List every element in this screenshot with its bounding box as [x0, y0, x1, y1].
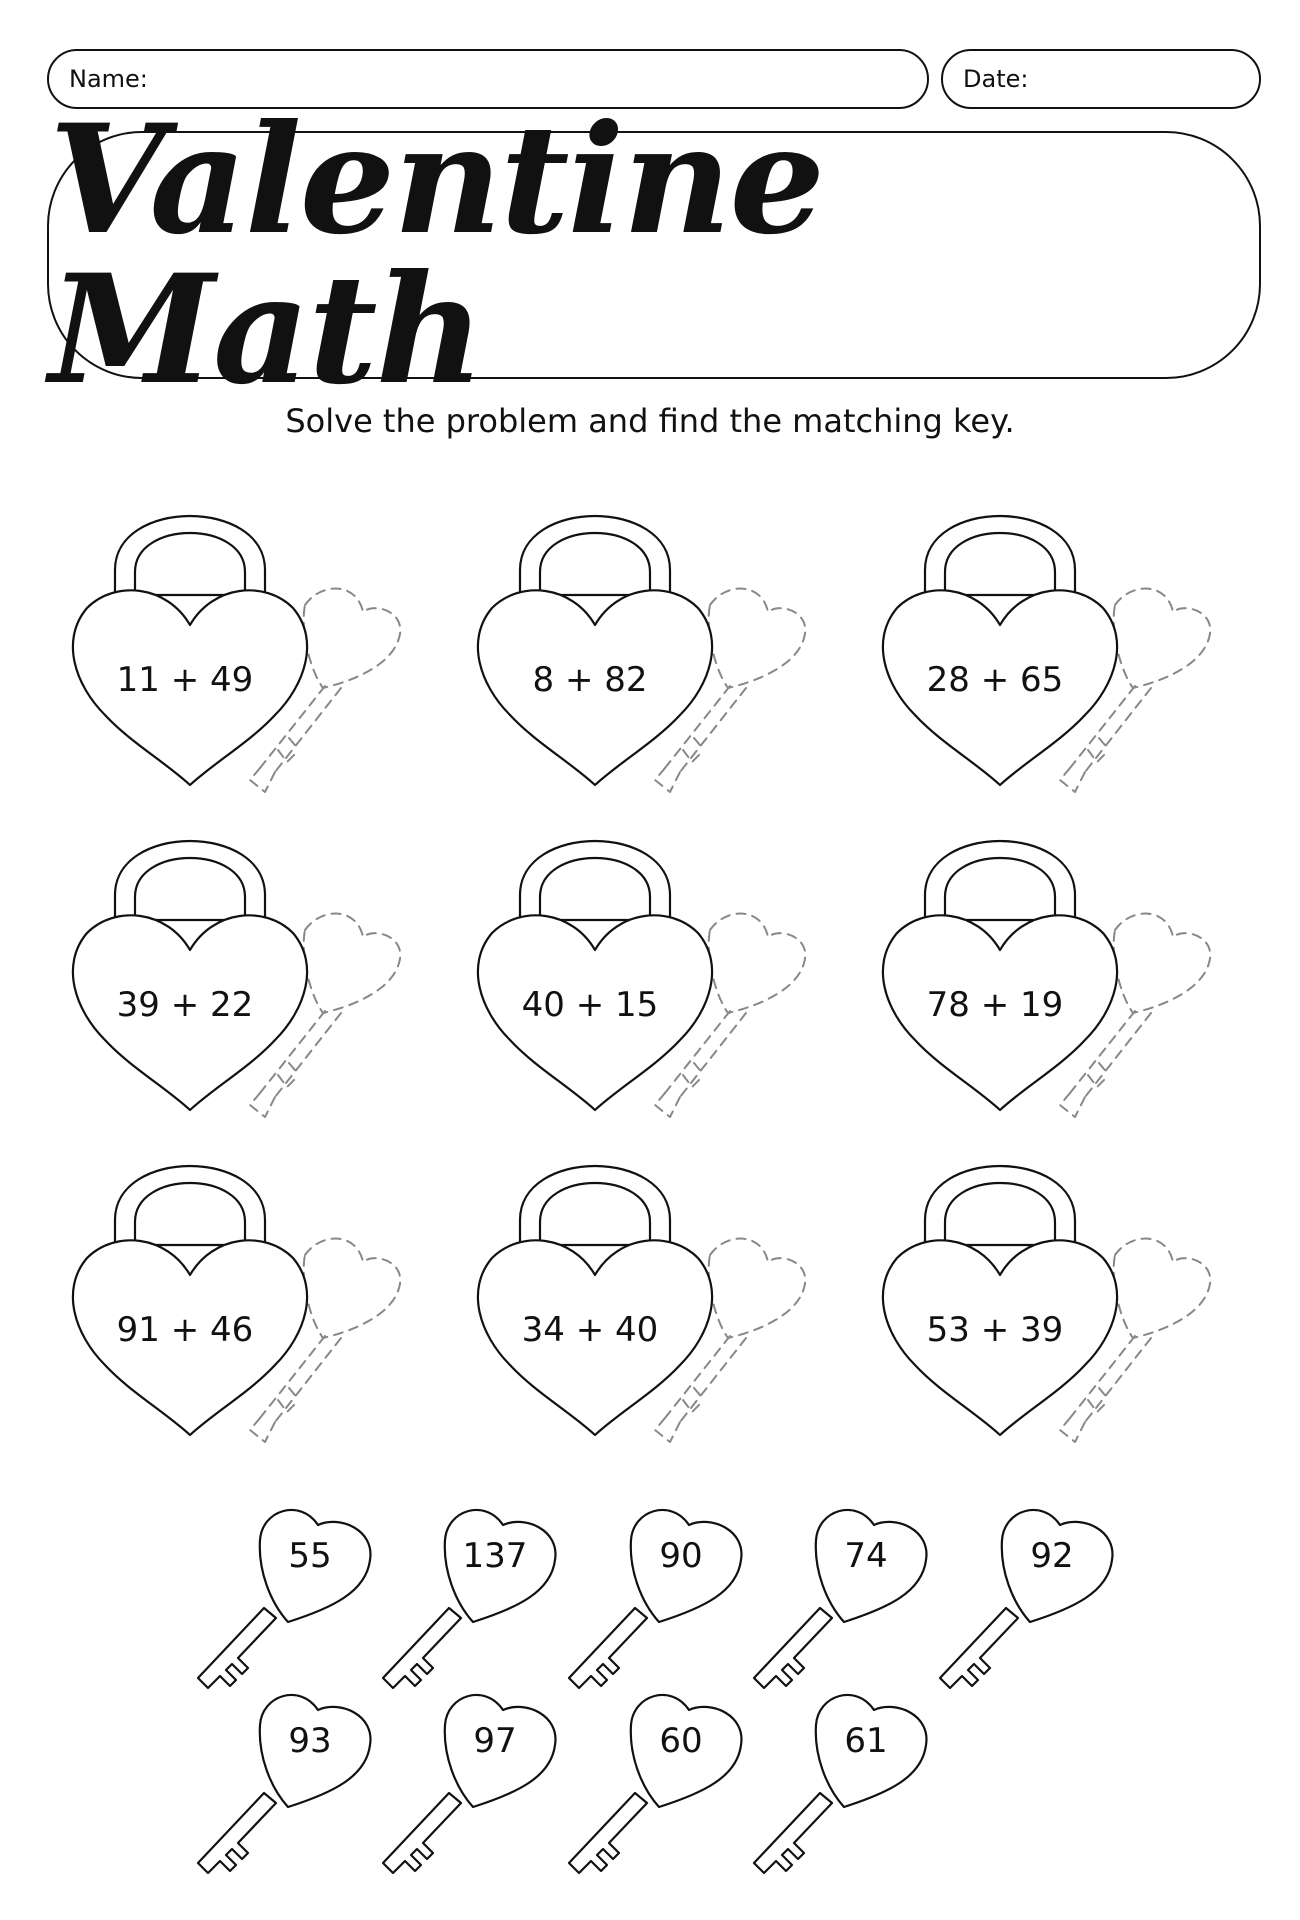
problem-text: 91 + 46 — [116, 1310, 254, 1350]
problem-text: 34 + 40 — [521, 1310, 659, 1350]
date-field[interactable] — [941, 49, 1261, 109]
name-label: Name: — [69, 65, 148, 93]
answer-value: 60 — [659, 1721, 703, 1761]
problem-text: 8 + 82 — [532, 660, 648, 700]
problem-text: 40 + 15 — [521, 985, 659, 1025]
heart-lock-4 — [75, 835, 435, 1135]
problem-text: 78 + 19 — [926, 985, 1064, 1025]
worksheet-title: Valentine Math — [49, 92, 824, 418]
heart-lock-7 — [75, 1160, 435, 1460]
heart-lock-1 — [75, 510, 435, 810]
heart-lock-9 — [885, 1160, 1245, 1460]
heart-key-icon — [190, 1675, 390, 1895]
problem-text: 11 + 49 — [116, 660, 254, 700]
answer-key-9[interactable] — [746, 1675, 946, 1895]
answer-value: 97 — [473, 1721, 517, 1761]
heart-key-icon — [375, 1675, 575, 1895]
problem-text: 53 + 39 — [926, 1310, 1064, 1350]
problem-text: 39 + 22 — [116, 985, 254, 1025]
heart-key-icon — [746, 1675, 946, 1895]
title-banner — [47, 92, 1261, 418]
date-label: Date: — [963, 65, 1029, 93]
heart-lock-3 — [885, 510, 1245, 810]
heart-key-icon — [561, 1675, 761, 1895]
answer-key-8[interactable] — [561, 1675, 761, 1895]
answer-value: 55 — [288, 1536, 332, 1576]
answer-value: 90 — [659, 1536, 703, 1576]
heart-key-icon — [932, 1490, 1132, 1710]
answer-key-5[interactable] — [932, 1490, 1132, 1710]
instructions: Solve the problem and find the matching key. — [285, 402, 1015, 440]
answer-value: 137 — [462, 1536, 528, 1576]
answer-value: 74 — [844, 1536, 888, 1576]
heart-lock-6 — [885, 835, 1245, 1135]
answer-key-6[interactable] — [190, 1675, 390, 1895]
heart-lock-8 — [480, 1160, 840, 1460]
heart-lock-5 — [480, 835, 840, 1135]
answer-key-7[interactable] — [375, 1675, 575, 1895]
answer-value: 61 — [844, 1721, 888, 1761]
heart-lock-2 — [480, 510, 840, 810]
answer-value: 93 — [288, 1721, 332, 1761]
answer-value: 92 — [1030, 1536, 1074, 1576]
problem-text: 28 + 65 — [926, 660, 1064, 700]
